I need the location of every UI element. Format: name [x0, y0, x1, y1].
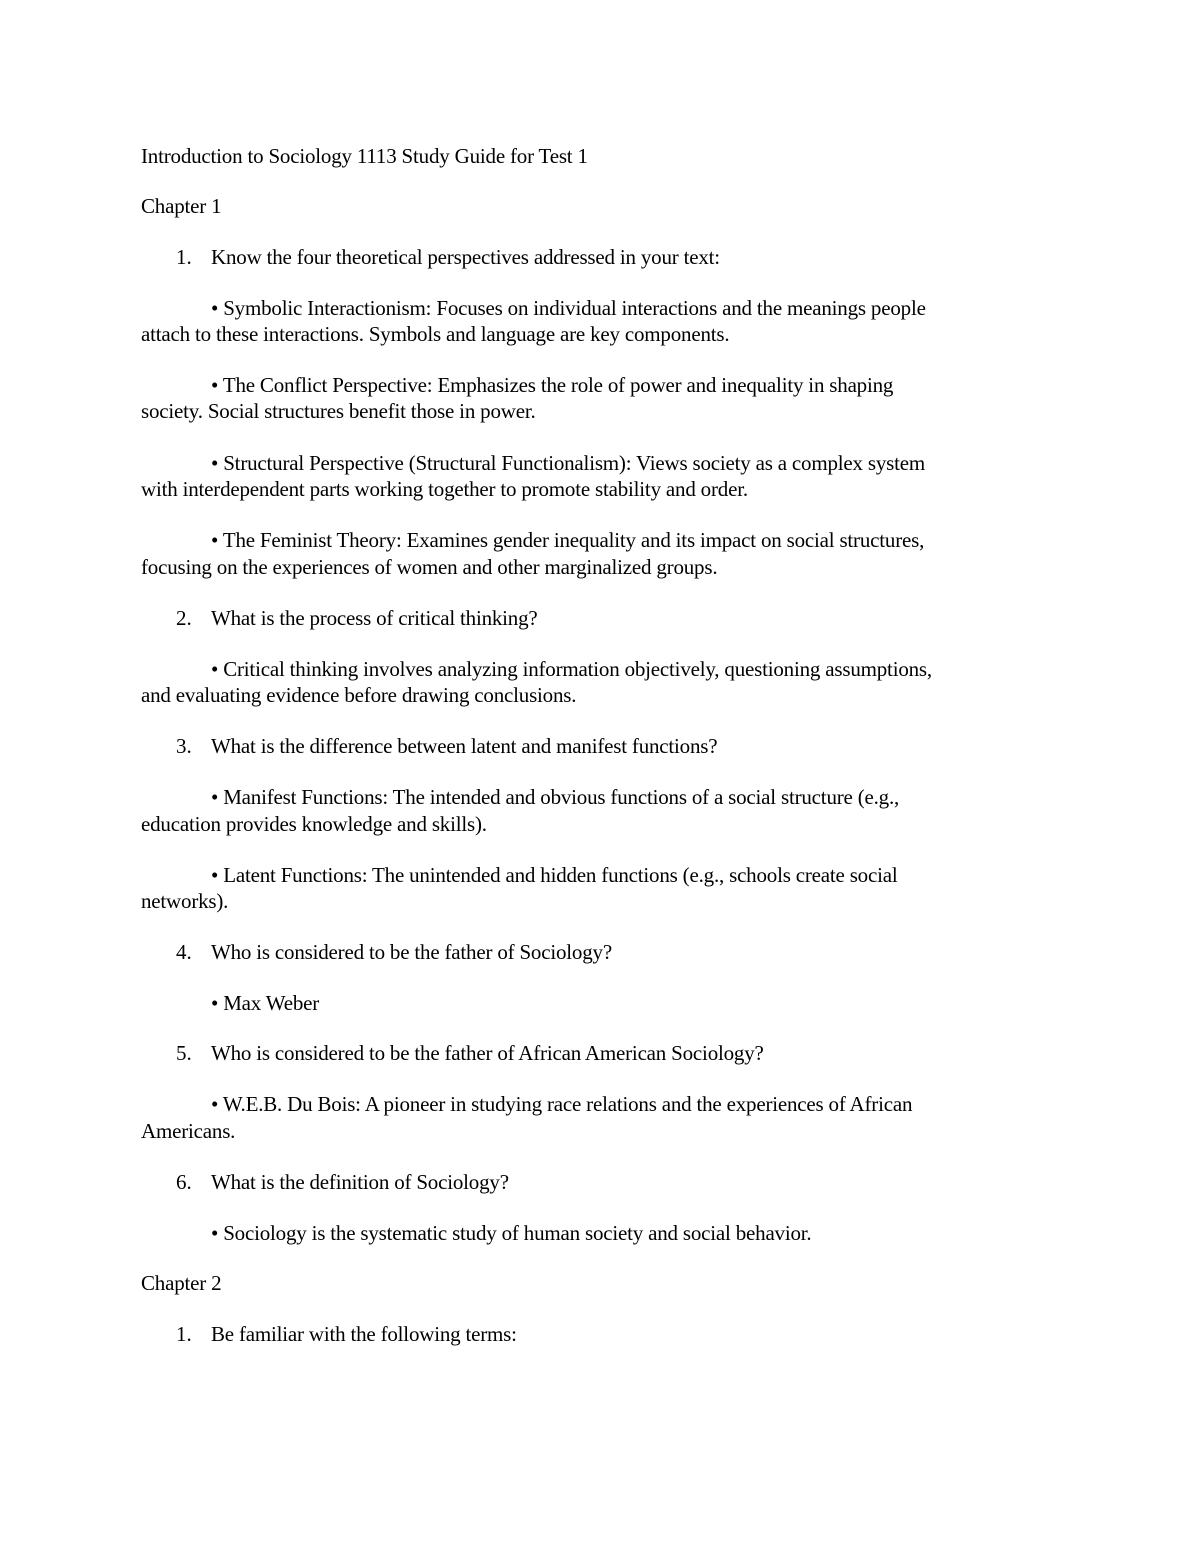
question-number: 4. [176, 940, 192, 964]
answer-bullet-line: and evaluating evidence before drawing conclusions. [141, 683, 577, 707]
question-number: 1. [176, 245, 192, 269]
answer-bullet-line: • Critical thinking involves analyzing information objectively, questioning assumptions, [211, 657, 932, 681]
question-number: 5. [176, 1041, 192, 1065]
answer-bullet-line: • Latent Functions: The unintended and hidden functions (e.g., schools create social [211, 863, 898, 887]
question-number: 1. [176, 1322, 192, 1346]
chapter-2-heading: Chapter 2 [141, 1271, 222, 1295]
question-text: What is the definition of Sociology? [211, 1170, 509, 1194]
question-number: 3. [176, 734, 192, 758]
answer-bullet-line: • Manifest Functions: The intended and obvious functions of a social structure (e.g., [211, 785, 900, 809]
question-text: Know the four theoretical perspectives addressed in your text: [211, 245, 720, 269]
question-number: 2. [176, 606, 192, 630]
answer-bullet-line: society. Social structures benefit those in power. [141, 399, 536, 423]
answer-bullet-line: attach to these interactions. Symbols and language are key components. [141, 322, 730, 346]
document-title: Introduction to Sociology 1113 Study Guide for Test 1 [141, 144, 588, 168]
question-text: Who is considered to be the father of African American Sociology? [211, 1041, 764, 1065]
question-number: 6. [176, 1170, 192, 1194]
question-text: Who is considered to be the father of Sociology? [211, 940, 612, 964]
question-text: Be familiar with the following terms: [211, 1322, 517, 1346]
answer-bullet-line: with interdependent parts working together to promote stability and order. [141, 477, 748, 501]
answer-bullet-line: • Max Weber [211, 991, 320, 1015]
answer-bullet-line: • Structural Perspective (Structural Functionalism): Views society as a complex system [211, 451, 926, 475]
answer-bullet-line: • Symbolic Interactionism: Focuses on individual interactions and the meanings people [211, 296, 926, 320]
chapter-1-heading: Chapter 1 [141, 194, 222, 218]
question-text: What is the difference between latent and manifest functions? [211, 734, 718, 758]
answer-bullet-line: Americans. [141, 1119, 236, 1143]
answer-bullet-line: • The Conflict Perspective: Emphasizes the role of power and inequality in shaping [211, 373, 894, 397]
answer-bullet-line: • Sociology is the systematic study of human society and social behavior. [211, 1221, 812, 1245]
answer-bullet-line: • The Feminist Theory: Examines gender inequality and its impact on social structures, [211, 528, 925, 552]
answer-bullet-line: focusing on the experiences of women and other marginalized groups. [141, 555, 718, 579]
answer-bullet-line: networks). [141, 889, 229, 913]
question-text: What is the process of critical thinking? [211, 606, 538, 630]
answer-bullet-line: education provides knowledge and skills). [141, 812, 487, 836]
answer-bullet-line: • W.E.B. Du Bois: A pioneer in studying race relations and the experiences of African [211, 1092, 913, 1116]
